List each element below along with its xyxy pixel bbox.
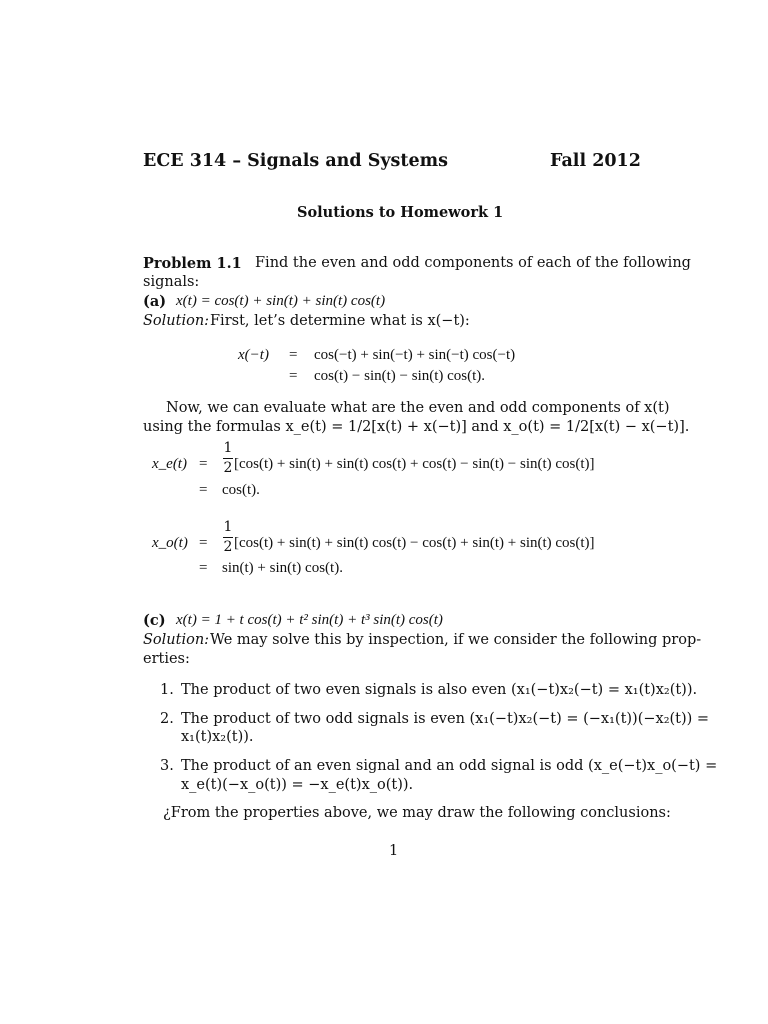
list-item-3-text-cont: x_e(t)(−x_o(t)) = −x_e(t)x_o(t)). xyxy=(181,777,414,793)
part-c-solution-text: We may solve this by inspection, if we consider the following prop- xyxy=(210,632,702,648)
problem-statement-cont: signals: xyxy=(143,274,200,290)
problem-statement: Find the even and odd components of each of the following xyxy=(255,255,691,271)
list-item-3-text: The product of an even signal and an odd signal is odd (x_e(−t)x_o(−t) = xyxy=(181,758,718,774)
xe-half-num: 1 xyxy=(223,440,233,456)
xo-rhs-1: [cos(t) + sin(t) + sin(t) cos(t) − cos(t) + sin(t) + sin(t) cos(t)] xyxy=(234,535,595,551)
course-title: ECE 314 – Signals and Systems xyxy=(143,151,448,171)
eq1-rhs-1: cos(−t) + sin(−t) + sin(−t) cos(−t) xyxy=(314,347,516,363)
list-item-2-number: 2. xyxy=(160,711,174,727)
eq1-equals-2: = xyxy=(289,368,298,384)
part-a-solution-label: Solution: xyxy=(143,313,210,329)
eq1-lhs: x(−t) xyxy=(238,347,269,363)
part-c-signal: x(t) = 1 + t cos(t) + t² sin(t) + t³ sin(t) cos(t) xyxy=(176,612,443,628)
document-subtitle: Solutions to Homework 1 xyxy=(297,204,504,221)
part-a-signal: x(t) = cos(t) + sin(t) + sin(t) cos(t) xyxy=(176,293,386,309)
xo-rhs-2: sin(t) + sin(t) cos(t). xyxy=(222,560,343,576)
list-item-2-text-cont: x₁(t)x₂(t)). xyxy=(181,729,254,745)
xo-half-den: 2 xyxy=(223,539,233,555)
xo-half-num: 1 xyxy=(223,519,233,535)
xe-rhs-2: cos(t). xyxy=(222,482,260,498)
xo-equals-1: = xyxy=(199,535,208,551)
list-item-1-number: 1. xyxy=(160,682,174,698)
xe-fraction-bar xyxy=(223,458,233,459)
xo-lhs: x_o(t) xyxy=(152,535,188,551)
conclusion-text: ¿From the properties above, we may draw the following conclusions: xyxy=(163,805,671,821)
part-c-solution-cont: erties: xyxy=(143,651,190,667)
problem-label: Problem 1.1 xyxy=(143,255,242,272)
part-a-paragraph-2: using the formulas x_e(t) = 1/2[x(t) + x(−t)] and x_o(t) = 1/2[x(t) − x(−t)]. xyxy=(143,419,690,435)
page-number: 1 xyxy=(389,843,399,859)
part-a-paragraph-1: Now, we can evaluate what are the even and odd components of x(t) xyxy=(166,400,670,416)
eq1-equals-1: = xyxy=(289,347,298,363)
xo-fraction-bar xyxy=(223,537,233,538)
list-item-3-number: 3. xyxy=(160,758,174,774)
term: Fall 2012 xyxy=(550,151,641,171)
part-c-label: (c) xyxy=(143,612,166,629)
eq1-rhs-2: cos(t) − sin(t) − sin(t) cos(t). xyxy=(314,368,486,384)
list-item-1-text: The product of two even signals is also even (x₁(−t)x₂(−t) = x₁(t)x₂(t)). xyxy=(181,682,698,698)
xe-rhs-1: [cos(t) + sin(t) + sin(t) cos(t) + cos(t) − sin(t) − sin(t) cos(t)] xyxy=(234,456,595,472)
part-c-solution-label: Solution: xyxy=(143,632,210,648)
part-a-solution-text: First, let’s determine what is x(−t): xyxy=(210,313,470,329)
xe-equals-1: = xyxy=(199,456,208,472)
list-item-2-text: The product of two odd signals is even (x₁(−t)x₂(−t) = (−x₁(t))(−x₂(t)) = xyxy=(181,711,710,727)
xo-equals-2: = xyxy=(199,560,208,576)
part-a-label: (a) xyxy=(143,293,167,310)
xe-equals-2: = xyxy=(199,482,208,498)
xe-lhs: x_e(t) xyxy=(152,456,187,472)
xe-half-den: 2 xyxy=(223,460,233,476)
